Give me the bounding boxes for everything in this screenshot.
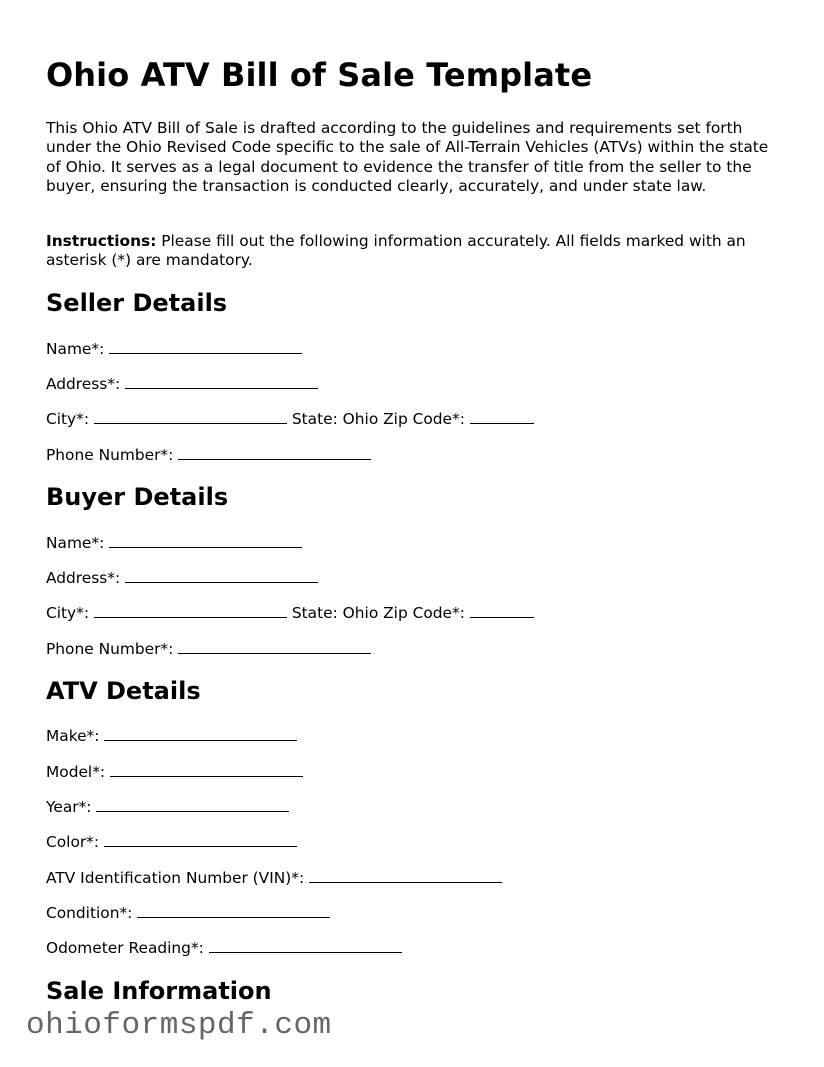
atv-make-label: Make*: xyxy=(46,727,100,745)
seller-city-field xyxy=(46,409,534,429)
buyer-phone-input[interactable] xyxy=(178,639,371,654)
atv-make-input[interactable] xyxy=(104,726,297,741)
seller-phone-field xyxy=(46,445,371,465)
atv-condition-input[interactable] xyxy=(137,903,330,918)
buyer-address-label: Address*: xyxy=(46,569,121,587)
atv-odometer-input[interactable] xyxy=(209,938,402,953)
seller-heading: Seller Details xyxy=(46,289,228,317)
seller-address-field xyxy=(46,374,318,394)
seller-phone-label: Phone Number*: xyxy=(46,446,174,464)
seller-address-input[interactable] xyxy=(125,374,318,389)
atv-condition-field xyxy=(46,903,330,923)
seller-name-field xyxy=(46,339,302,359)
seller-name-input[interactable] xyxy=(109,339,302,354)
atv-odometer-field xyxy=(46,938,402,958)
buyer-city-field xyxy=(46,603,534,623)
atv-odometer-label: Odometer Reading*: xyxy=(46,939,204,957)
atv-vin-field xyxy=(46,868,502,888)
atv-condition-label: Condition*: xyxy=(46,904,133,922)
buyer-heading: Buyer Details xyxy=(46,483,229,511)
instructions-text: Please fill out the following information accurately. All fields marked with an asterisk (*) are mandatory. xyxy=(46,232,746,270)
buyer-state-zip-label: State: Ohio Zip Code*: xyxy=(291,604,465,622)
atv-year-field xyxy=(46,797,289,817)
watermark: ohioformspdf.com xyxy=(26,1008,332,1043)
atv-year-input[interactable] xyxy=(96,797,289,812)
instructions-paragraph xyxy=(46,232,786,271)
buyer-address-input[interactable] xyxy=(125,568,318,583)
buyer-name-label: Name*: xyxy=(46,534,105,552)
atv-model-field xyxy=(46,762,303,782)
seller-zip-input[interactable] xyxy=(470,409,534,424)
seller-city-label: City*: xyxy=(46,410,90,428)
atv-vin-input[interactable] xyxy=(309,868,502,883)
seller-phone-input[interactable] xyxy=(178,445,371,460)
atv-year-label: Year*: xyxy=(46,798,92,816)
atv-color-label: Color*: xyxy=(46,833,100,851)
buyer-name-input[interactable] xyxy=(109,533,302,548)
atv-color-field xyxy=(46,832,297,852)
atv-model-label: Model*: xyxy=(46,763,106,781)
buyer-address-field xyxy=(46,568,318,588)
buyer-phone-label: Phone Number*: xyxy=(46,640,174,658)
intro-paragraph: This Ohio ATV Bill of Sale is drafted according to the guidelines and requirements set forth under the Ohio Revised Code specific to the sale of All-Terrain Vehicles (ATVs) within the state of Ohio. It serves as a legal document to evidence the transfer of title from the seller to the buyer, ensuring the transaction is conducted clearly, accurately, and under state law. xyxy=(46,119,769,196)
buyer-phone-field xyxy=(46,639,371,659)
atv-vin-label: ATV Identification Number (VIN)*: xyxy=(46,869,305,887)
instructions-label: Instructions: xyxy=(46,232,157,250)
document-title: Ohio ATV Bill of Sale Template xyxy=(46,56,593,94)
buyer-city-input[interactable] xyxy=(94,603,287,618)
sale-heading: Sale Information xyxy=(46,977,272,1005)
buyer-zip-input[interactable] xyxy=(470,603,534,618)
atv-color-input[interactable] xyxy=(104,832,297,847)
seller-city-input[interactable] xyxy=(94,409,287,424)
seller-state-zip-label: State: Ohio Zip Code*: xyxy=(291,410,465,428)
atv-model-input[interactable] xyxy=(110,762,303,777)
buyer-name-field xyxy=(46,533,302,553)
buyer-city-label: City*: xyxy=(46,604,90,622)
atv-make-field xyxy=(46,726,297,746)
atv-heading: ATV Details xyxy=(46,677,201,705)
seller-address-label: Address*: xyxy=(46,375,121,393)
seller-name-label: Name*: xyxy=(46,340,105,358)
